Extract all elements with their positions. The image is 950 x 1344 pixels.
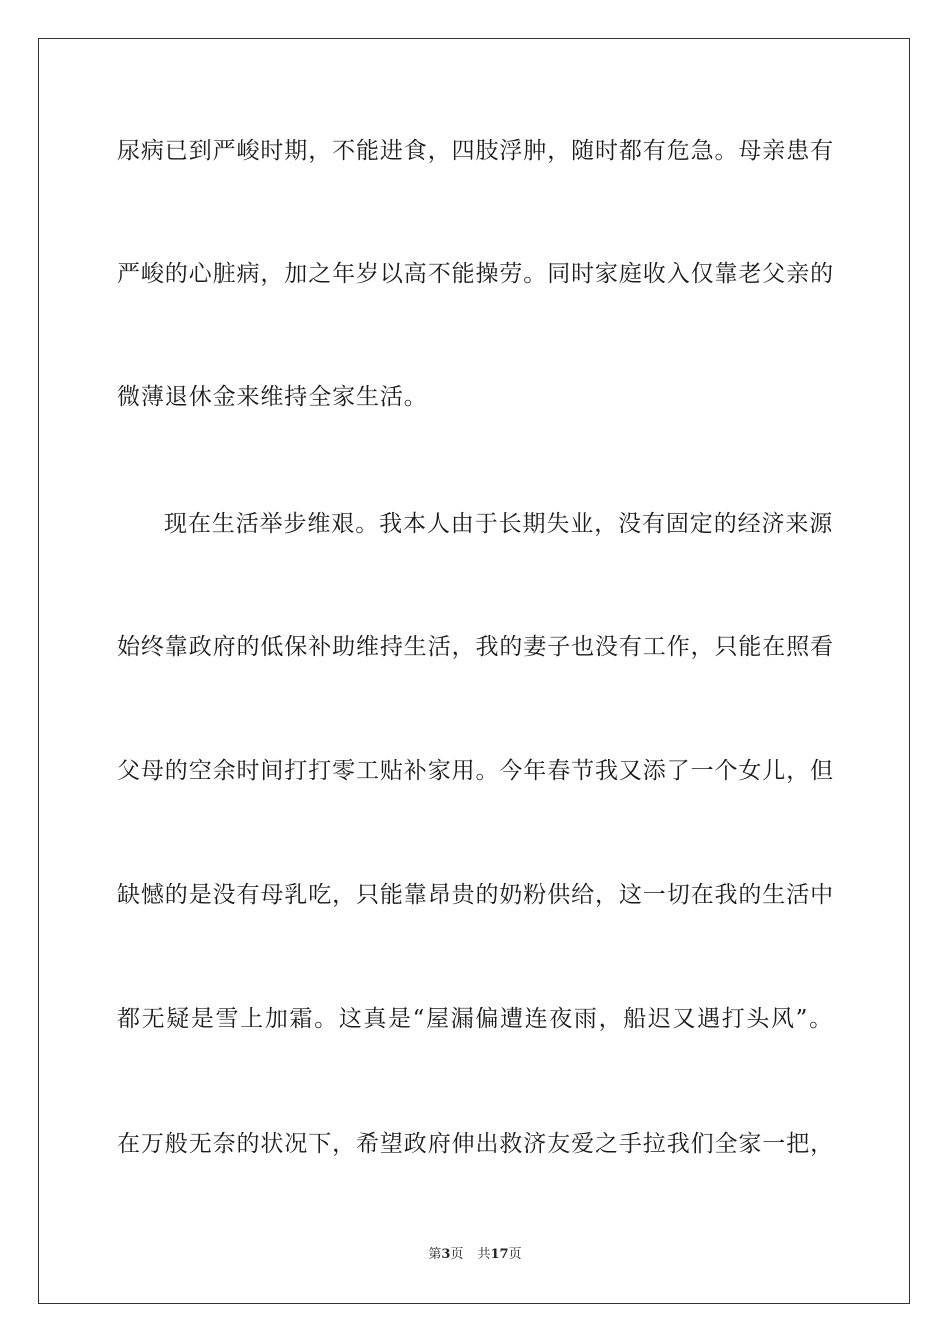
page-suffix: 页 [450, 1247, 464, 1262]
page-footer [0, 1246, 950, 1264]
page-prefix: 第 [428, 1247, 442, 1262]
total-suffix: 页 [508, 1247, 522, 1262]
text-line-6: 父母的空余时间打打零工贴补家用。今年春节我又添了一个女儿，但 [117, 758, 834, 784]
page-border [38, 38, 910, 1304]
text-line-8: 都无疑是雪上加霜。这真是“屋漏偏遭连夜雨，船迟又遇打头风”。 [117, 1006, 833, 1032]
page-number: 3 [441, 1247, 451, 1262]
total-pages: 17 [490, 1247, 509, 1262]
text-line-9: 在万般无奈的状况下，希望政府伸出救济友爱之手拉我们全家一把， [117, 1131, 834, 1157]
total-prefix: 共 [477, 1247, 491, 1262]
text-line-2: 严峻的心脏病，加之年岁以高不能操劳。同时家庭收入仅靠老父亲的 [117, 261, 834, 287]
text-line-4: 现在生活举步维艰。我本人由于长期失业，没有固定的经济来源 [164, 511, 834, 537]
text-line-1: 尿病已到严峻时期，不能进食，四肢浮肿，随时都有危急。母亲患有 [117, 138, 834, 164]
text-line-7: 缺憾的是没有母乳吃，只能靠昂贵的奶粉供给，这一切在我的生活中 [117, 882, 834, 908]
text-line-3: 微薄退休金来维持全家生活。 [117, 384, 428, 410]
text-line-5: 始终靠政府的低保补助维持生活，我的妻子也没有工作，只能在照看 [117, 634, 834, 660]
